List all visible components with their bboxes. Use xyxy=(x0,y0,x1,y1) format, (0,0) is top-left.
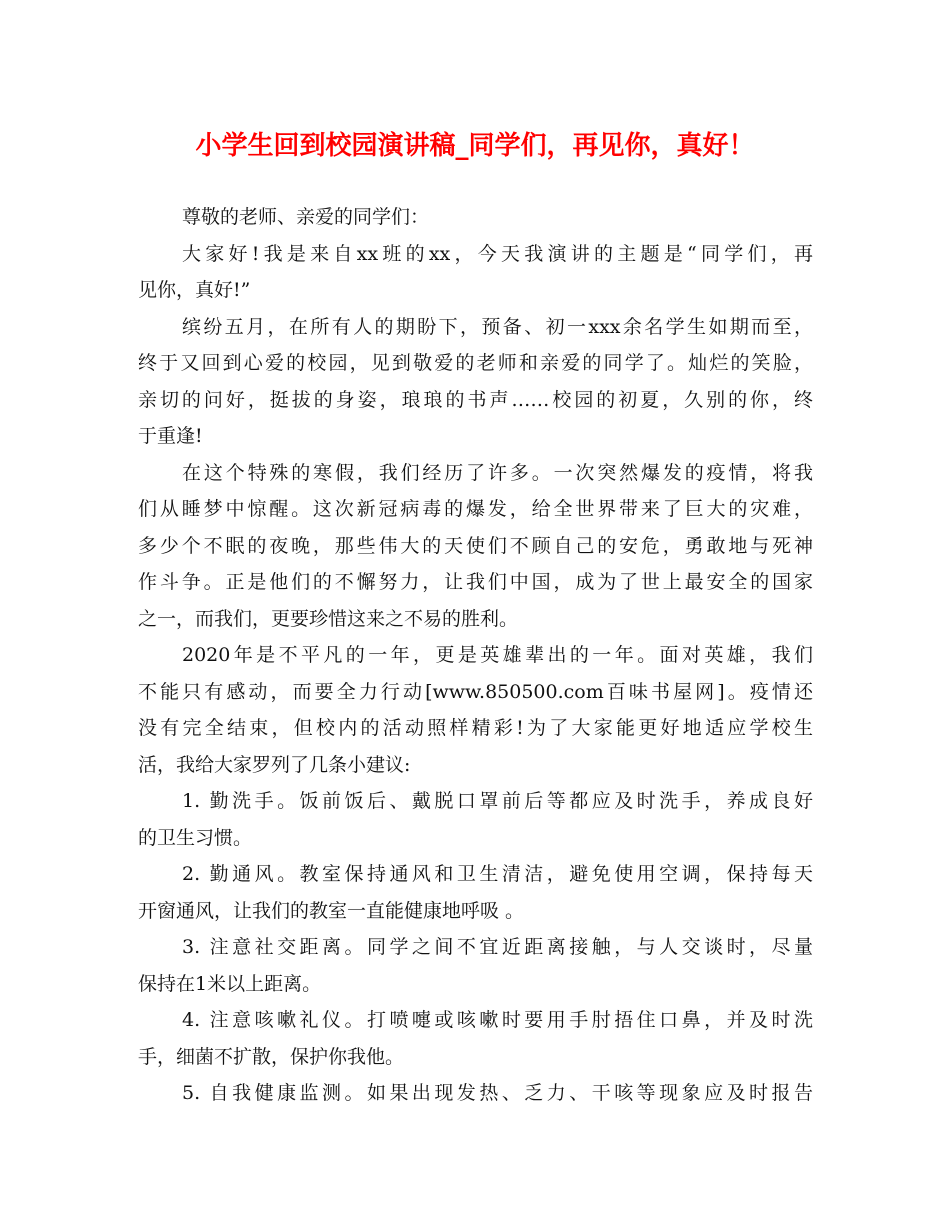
body-text-line: 保持在1米以上距离。 xyxy=(138,972,322,995)
document-body xyxy=(138,199,813,1112)
body-text-line: 5. 自我健康监测。如果出现发热、乏力、干咳等现象应及时报告 xyxy=(182,1082,813,1104)
body-text-line: 2. 勤通风。教室保持通风和卫生清洁，避免使用空调，保持每天 xyxy=(182,863,813,885)
body-text-line: 3. 注意社交距离。同学之间不宜近距离接触，与人交谈时，尽量 xyxy=(182,936,813,958)
body-text-line: 作斗争。正是他们的不懈努力，让我们中国，成为了世上最安全的国家 xyxy=(138,571,813,593)
body-text-line: 多少个不眠的夜晚，那些伟大的天使们不顾自己的安危，勇敢地与死神 xyxy=(138,534,813,557)
body-text-line: 们从睡梦中惊醒。这次新冠病毒的爆发，给全世界带来了巨大的灾难， xyxy=(138,498,813,520)
body-text-line: 没有完全结束，但校内的活动照样精彩!为了大家能更好地适应学校生 xyxy=(138,717,813,739)
body-text-line: 亲切的问好，挺拔的身姿，琅琅的书声……校园的初夏，久别的你，终 xyxy=(138,388,813,411)
body-text-line: 于重逢! xyxy=(138,425,203,447)
body-text-line: 在这个特殊的寒假，我们经历了许多。一次突然爆发的疫情，将我 xyxy=(182,461,813,484)
body-text-line: 2020年是不平凡的一年，更是英雄辈出的一年。面对英雄，我们 xyxy=(182,644,813,666)
body-text-line: 缤纷五月，在所有人的期盼下，预备、初一xxx余名学生如期而至， xyxy=(182,315,813,338)
body-text-line: 尊敬的老师、亲爱的同学们： xyxy=(182,206,430,228)
body-text-line: 开窗通风，让我们的教室一直能健康地呼吸 。 xyxy=(138,899,525,922)
body-text-line: 4. 注意咳嗽礼仪。打喷嚏或咳嗽时要用手肘捂住口鼻，并及时洗 xyxy=(182,1009,813,1031)
body-text-line: 的卫生习惯。 xyxy=(138,826,253,849)
body-text-line: 不能只有感动，而要全力行动[www.850500.com百味书屋网]。疫情还 xyxy=(138,680,813,703)
body-text-line: 大家好!我是来自xx班的xx，今天我演讲的主题是“同学们，再 xyxy=(182,242,813,265)
body-text-line: 见你，真好!” xyxy=(138,279,251,301)
document-title: 小学生回到校园演讲稿_同学们，再见你，真好！ xyxy=(195,131,755,161)
body-text-line: 之一，而我们，更要珍惜这来之不易的胜利。 xyxy=(138,607,519,630)
body-text-line: 终于又回到心爱的校园，见到敬爱的老师和亲爱的同学了。灿烂的笑脸， xyxy=(138,352,813,374)
body-text-line: 1. 勤洗手。饭前饭后、戴脱口罩前后等都应及时洗手，养成良好 xyxy=(182,790,813,812)
body-text-line: 活，我给大家罗列了几条小建议: xyxy=(138,753,411,776)
body-text-line: 手，细菌不扩散，保护你我他。 xyxy=(138,1045,405,1068)
